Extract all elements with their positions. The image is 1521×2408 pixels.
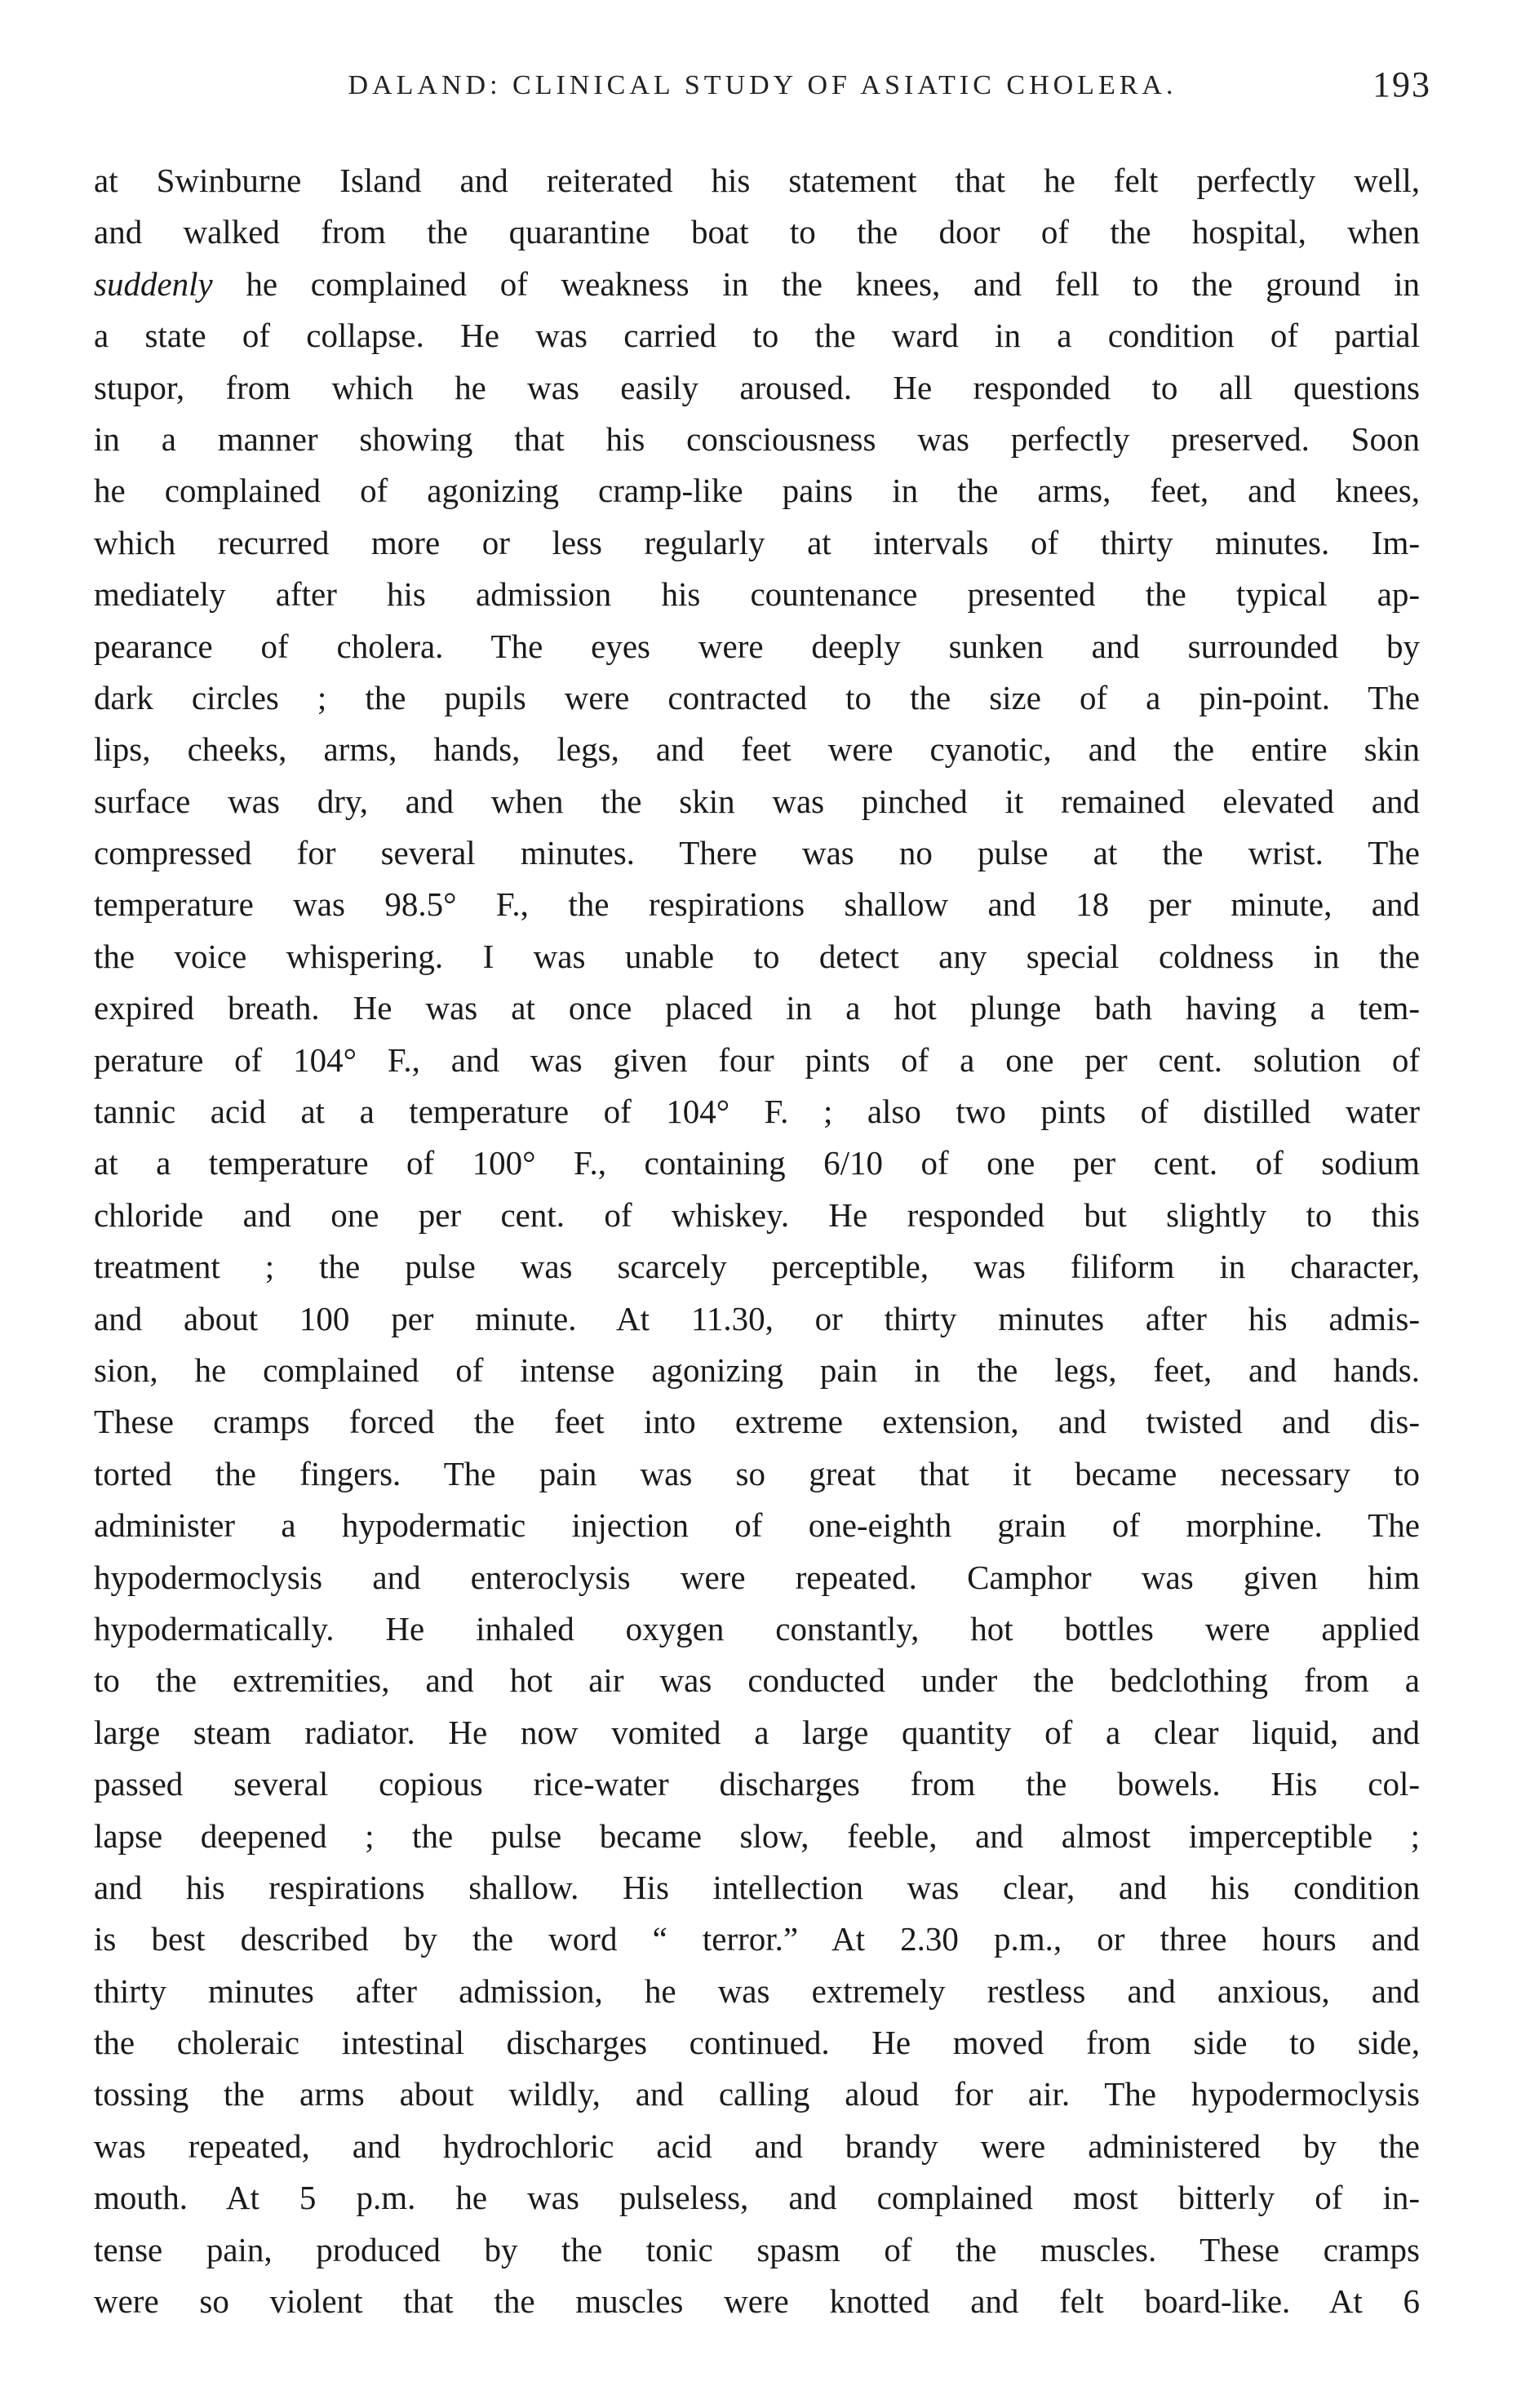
text-line: passed several copious rice-water discharges from the bowels. His col- bbox=[94, 1765, 1420, 1803]
page-number: 193 bbox=[1372, 64, 1431, 104]
text-line: stupor, from which he was easily aroused. He responded to all questions bbox=[94, 368, 1420, 406]
text-line: hypodermatically. He inhaled oxygen constantly, hot bottles were applied bbox=[94, 1609, 1420, 1647]
text-line: sion, he complained of intense agonizing pain in the legs, feet, and hands. bbox=[94, 1350, 1420, 1389]
text-line: large steam radiator. He now vomited a large quantity of a clear liquid, and bbox=[94, 1713, 1420, 1751]
text-line: the choleraic intestinal discharges continued. He moved from side to side, bbox=[94, 2024, 1420, 2062]
text-line bbox=[94, 259, 1420, 310]
text-line: were so violent that the muscles were knotted and felt board-like. At 6 bbox=[94, 2282, 1420, 2321]
text-line: in a manner showing that his consciousness was perfectly preserved. Soon bbox=[94, 419, 1420, 458]
text-line: and about 100 per minute. At 11.30, or thirty minutes after his admis- bbox=[94, 1299, 1420, 1337]
text-line: surface was dry, and when the skin was pinched it remained elevated and bbox=[94, 782, 1420, 820]
text-line: torted the fingers. The pain was so great that it became necessary to bbox=[94, 1454, 1420, 1492]
text-line: the voice whispering. I was unable to detect any special coldness in the bbox=[94, 937, 1420, 975]
running-title: DALAND: CLINICAL STUDY OF ASIATIC CHOLERA. bbox=[348, 70, 1177, 100]
body-text bbox=[94, 155, 1420, 2327]
text-line: hypodermoclysis and enteroclysis were repeated. Camphor was given him bbox=[94, 1558, 1420, 1596]
text-line: was repeated, and hydrochloric acid and brandy were administered by the bbox=[94, 2126, 1420, 2165]
text-line: to the extremities, and hot air was conducted under the bedclothing from a bbox=[94, 1661, 1420, 1700]
running-head bbox=[94, 64, 1431, 116]
text-line: temperature was 98.5° F., the respirations shallow and 18 per minute, and bbox=[94, 885, 1420, 924]
text-line: lips, cheeks, arms, hands, legs, and feet were cyanotic, and the entire skin bbox=[94, 730, 1420, 769]
text-line: he complained of agonizing cramp-like pains in the arms, feet, and knees, bbox=[94, 472, 1420, 510]
text-line: pearance of cholera. The eyes were deeply sunken and surrounded by bbox=[94, 627, 1420, 665]
text-line: thirty minutes after admission, he was extremely restless and anxious, and bbox=[94, 1971, 1420, 2010]
text-line: tense pain, produced by the tonic spasm of the muscles. These cramps bbox=[94, 2230, 1420, 2268]
text-line: and his respirations shallow. His intellection was clear, and his condition bbox=[94, 1868, 1420, 1906]
text-line: mouth. At 5 p.m. he was pulseless, and complained most bitterly of in- bbox=[94, 2179, 1420, 2217]
text-line-rest: he complained of weakness in the knees, and fell to the ground in bbox=[246, 264, 1420, 303]
text-line: dark circles ; the pupils were contracted to the size of a pin-point. The bbox=[94, 678, 1420, 716]
text-line: expired breath. He was at once placed in a hot plunge bath having a tem- bbox=[94, 989, 1420, 1027]
text-line: is best described by the word “ terror.” At 2.30 p.m., or three hours and bbox=[94, 1920, 1420, 1958]
italic-word: suddenly bbox=[94, 264, 213, 303]
text-line: a state of collapse. He was carried to the ward in a condition of partial bbox=[94, 317, 1420, 355]
text-line: lapse deepened ; the pulse became slow, feeble, and almost imperceptible ; bbox=[94, 1816, 1420, 1855]
text-line: at a temperature of 100° F., containing 6/10 of one per cent. of sodium bbox=[94, 1144, 1420, 1182]
text-line: chloride and one per cent. of whiskey. He responded but slightly to this bbox=[94, 1195, 1420, 1234]
text-line: at Swinburne Island and reiterated his statement that he felt perfectly well, bbox=[94, 162, 1420, 199]
text-line: tossing the arms about wildly, and calling aloud for air. The hypodermoclysis bbox=[94, 2075, 1420, 2113]
text-line: These cramps forced the feet into extreme extension, and twisted and dis- bbox=[94, 1403, 1420, 1441]
text-line: mediately after his admission his countenance presented the typical ap- bbox=[94, 575, 1420, 614]
text-line: treatment ; the pulse was scarcely perceptible, was filiform in character, bbox=[94, 1248, 1420, 1286]
text-line: compressed for several minutes. There was no pulse at the wrist. The bbox=[94, 834, 1420, 872]
text-line: and walked from the quarantine boat to the door of the hospital, when bbox=[94, 213, 1420, 251]
text-line: perature of 104° F., and was given four pints of a one per cent. solution of bbox=[94, 1040, 1420, 1079]
text-line: which recurred more or less regularly at intervals of thirty minutes. Im- bbox=[94, 523, 1420, 561]
text-line: administer a hypodermatic injection of one-eighth grain of morphine. The bbox=[94, 1506, 1420, 1545]
text-line: tannic acid at a temperature of 104° F. ; also two pints of distilled water bbox=[94, 1093, 1420, 1131]
